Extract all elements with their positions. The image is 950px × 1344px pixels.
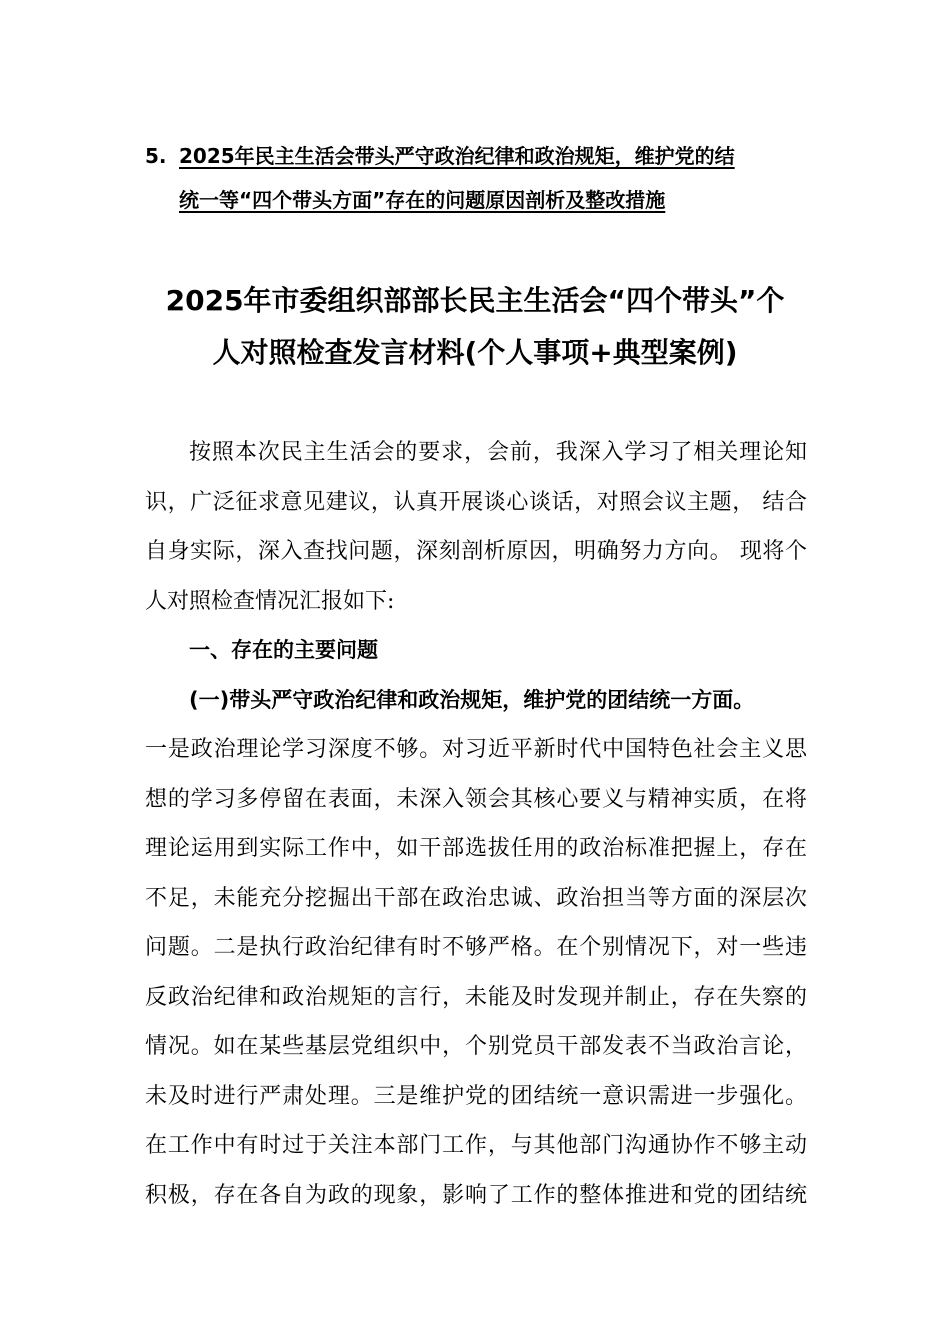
body-line: 情况。如在某些基层党组织中，个别党员干部发表不当政治言论， [145, 1034, 807, 1059]
document-body [145, 428, 807, 1220]
title-line-2: 人对照检查发言材料(个人事项+典型案例) [212, 336, 738, 369]
body-line: 不足，未能充分挖掘出干部在政治忠诚、政治担当等方面的深层次 [145, 885, 807, 911]
toc-line-1 [145, 134, 805, 178]
toc-link-text-2[interactable]: 统一等“四个带头方面”存在的问题原因剖析及整改措施 [179, 188, 666, 212]
toc-number: 5. [145, 144, 167, 168]
body-line: 在工作中有时过于关注本部门工作，与其他部门沟通协作不够主动 [145, 1133, 807, 1158]
section-heading: 一、存在的主要问题 [189, 638, 378, 662]
body-line: 积极，存在各自为政的现象，影响了工作的整体推进和党的团结统 [145, 1182, 807, 1208]
body-line: 按照本次民主生活会的要求，会前，我深入学习了相关理论知 [189, 440, 807, 465]
body-line: 想的学习多停留在表面，未深入领会其核心要义与精神实质，在将 [145, 786, 807, 812]
body-line: 一是政治理论学习深度不够。对习近平新时代中国特色社会主义思 [145, 737, 807, 762]
body-line: 问题。二是执行政治纪律有时不够严格。在个别情况下，对一些违 [145, 935, 807, 960]
body-line: 反政治纪律和政治规矩的言行，未能及时发现并制止，存在失察的 [145, 984, 807, 1010]
toc-link-text-1[interactable]: 2025年民主生活会带头严守政治纪律和政治规矩，维护党的结 [179, 144, 735, 168]
document-title [110, 275, 840, 379]
title-line-1: 2025年市委组织部部长民主生活会“四个带头”个 [165, 284, 785, 317]
toc-entry-5[interactable] [145, 134, 805, 222]
body-line: 识，广泛征求意见建议，认真开展谈心谈话，对照会议主题， 结合 [145, 489, 807, 515]
toc-line-2 [145, 178, 805, 222]
body-line: 理论运用到实际工作中，如干部选拔任用的政治标准把握上，存在 [145, 836, 807, 861]
body-line: 自身实际，深入查找问题，深刻剖析原因，明确努力方向。 现将个 [145, 539, 807, 564]
body-line: 人对照检查情况汇报如下: [145, 588, 395, 614]
subsection-heading: (一)带头严守政治纪律和政治规矩，维护党的团结统一方面。 [189, 687, 755, 712]
body-line: 未及时进行严肃处理。三是维护党的团结统一意识需进一步强化。 [145, 1083, 807, 1109]
